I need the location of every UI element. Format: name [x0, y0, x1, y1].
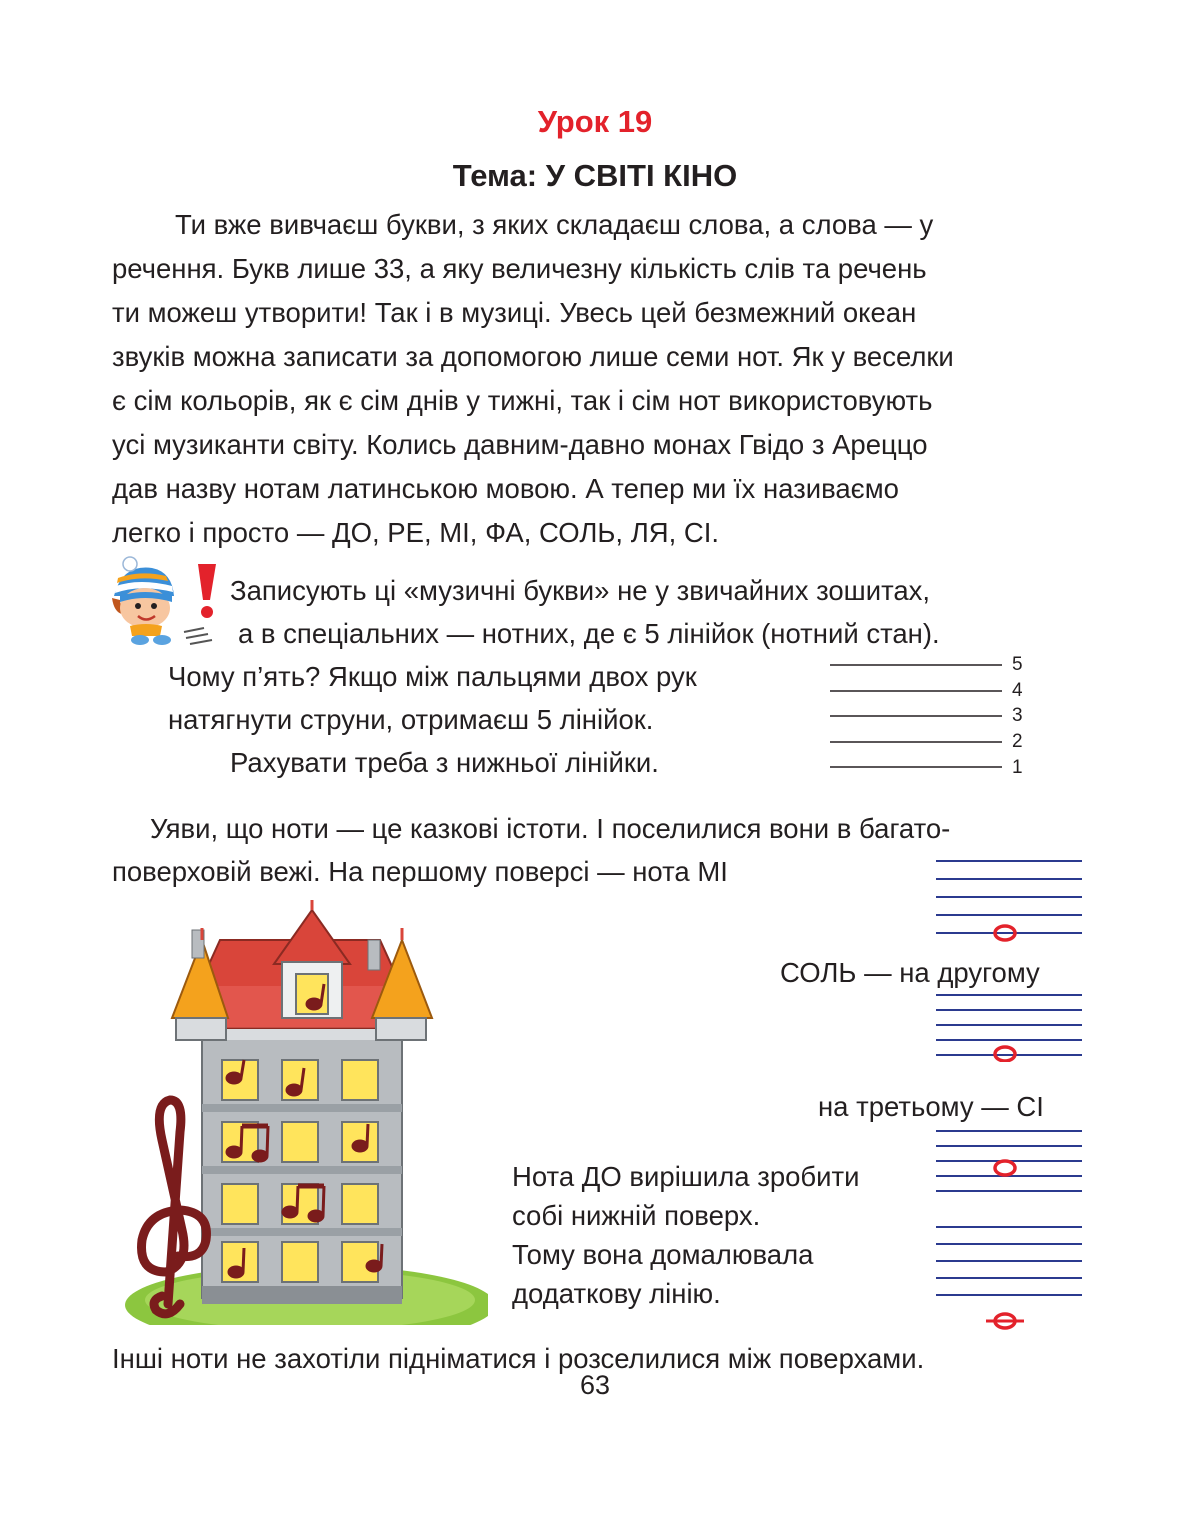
intro-line: є сім кольорів, як є сім днів у тижні, так і сім нот використовують: [112, 385, 933, 416]
staff-explanation-line: натягнути струни, отримаєш 5 лінійок.: [168, 704, 654, 735]
staff-mi: [936, 856, 1084, 942]
staff-do: [936, 1222, 1084, 1332]
do-line: Нота ДО вирішила зробити: [512, 1161, 860, 1192]
staff-number: 1: [1012, 757, 1023, 778]
intro-line: речення. Букв лише 33, а яку величезну кількість слів та речень: [112, 253, 927, 284]
exclamation-icon: [192, 560, 222, 622]
do-line: додаткову лінію.: [512, 1278, 721, 1309]
staff-number: 3: [1012, 705, 1023, 726]
staff-number: 4: [1012, 680, 1023, 701]
staff-si: [936, 1126, 1084, 1198]
si-caption: на третьому — СІ: [818, 1091, 1044, 1122]
notice-line: Записують ці «музичні букви» не у звичайних зошитах,: [230, 575, 931, 606]
intro-line: усі музиканти світу. Колись давним-давно монах Гвідо з Ареццо: [112, 429, 928, 460]
intro-line: ти можеш утворити! Так і в музиці. Увесь цей безмежний океан: [112, 297, 917, 328]
page-number: 63: [579, 1370, 611, 1400]
staff-explanation-line: Рахувати треба з нижньої лінійки.: [230, 747, 659, 778]
intro-line: звуків можна записати за допомогою лише семи нот. Як у веселки: [112, 341, 954, 372]
staff-explanation-line: Чому п’ять? Якщо між пальцями двох рук: [168, 661, 697, 692]
note-si: [995, 1161, 1015, 1175]
intro-line: легко і просто — ДО, РЕ, МІ, ФА, СОЛЬ, ЛЯ, СІ.: [112, 517, 720, 548]
intro-line: дав назву нотам латинською мовою. А тепер ми їх називаємо: [112, 473, 899, 504]
staff-number: 5: [1012, 654, 1023, 675]
notice-line: а в спеціальних — нотних, де є 5 лінійок (нотний стан).: [238, 618, 940, 649]
intro-line: Ти вже вивчаєш букви, з яких складаєш слова, а слова — у: [175, 209, 934, 240]
staff-lines: [830, 660, 1005, 772]
lesson-title: Урок 19: [537, 104, 653, 139]
tower-line: Уяви, що ноти — це казкові істоти. І поселилися вони в багато-: [150, 813, 951, 844]
staff-number: 2: [1012, 731, 1023, 752]
do-line: собі нижній поверх.: [512, 1200, 761, 1231]
tower-line: поверховій вежі. На першому поверсі — нота МІ: [112, 856, 728, 887]
staff-sol: [936, 990, 1084, 1062]
lesson-topic: Тема: У СВІТІ КІНО: [452, 158, 738, 193]
tower-illustration: [110, 900, 488, 1325]
do-line: Тому вона домалювала: [512, 1239, 814, 1270]
final-line: Інші ноти не захотіли підніматися і розселилися між поверхами.: [112, 1343, 925, 1374]
sol-caption: СОЛЬ — на другому: [780, 957, 1040, 988]
